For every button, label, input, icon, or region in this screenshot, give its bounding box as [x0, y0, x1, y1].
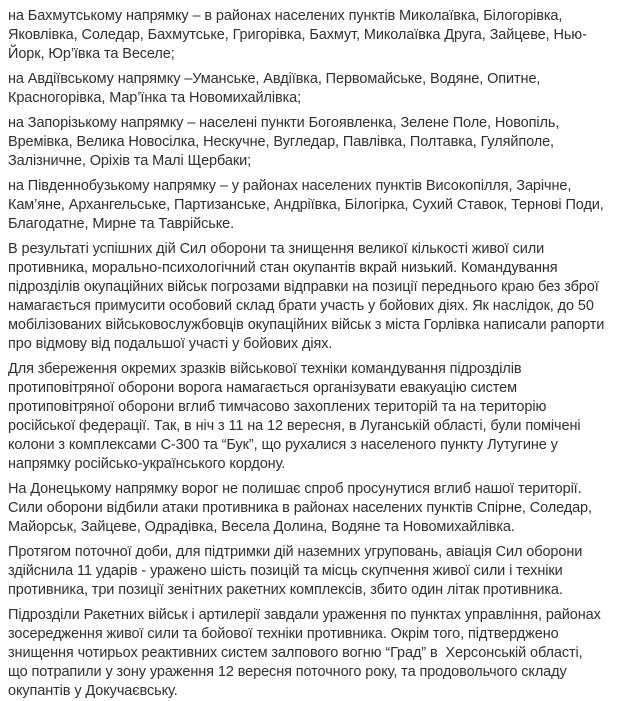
paragraph-pivdennobuzkyi-direction: на Південнобузькому напрямку – у районах населених пунктів Високопілля, Зарічне, Кам’яне, Архангельське, Партизанське, Андріївка, Білогірка, Сухий Ставок, Тернові Поди, Благодатне, Мирне та Таврійське. [8, 178, 608, 232]
paragraph-bakhmut-direction: на Бахмутському напрямку – в районах населених пунктів Миколаївка, Білогорівка, Яковлівка, Соледар, Бахмутське, Григорівка, Бахмут, Миколаївка Друга, Зайцеве, Нью-Йорк, Юр’ївка та Веселе; [8, 8, 587, 62]
paragraph-donetsk-direction: На Донецькому напрямку ворог не полишає спроб просунутися вглиб нашої території. Сили оборони відбили атаки противника в районах населених пунктів Спірне, Соледар, Майорськ, Зайцеве, Одрадівка, Весела Долина, Водяне та Новомихайлівка. [8, 481, 596, 535]
paragraph-aviation-strikes: Протягом поточної доби, для підтримки дій наземних угруповань, авіація Сил оборони здійснила 11 ударів - уражено шість позицій та місць скупчення живої сили і техніки противника, три позиції зенітних ракетних комплексів, збито один літак противника. [8, 544, 587, 598]
paragraph-avdiivka-direction: на Авдіївському напрямку –Уманське, Авдіївка, Первомайське, Водяне, Опитне, Красногорівка, Мар’їнка та Новомихайлівка; [8, 71, 545, 106]
paragraph-zaporizhzhia-direction: на Запорізькому напрямку – населені пункти Богоявленка, Зелене Поле, Новопіль, Времівка, Велика Новосілка, Нескучне, Вугледар, Павлівка, Полтавка, Гуляйполе, Залізничне, Оріхів та Малі Щербаки; [8, 115, 564, 169]
paragraph-enemy-morale: В результаті успішних дій Сил оборони та знищення великої кількості живої сили противника, морально-психологічний стан окупантів вкрай низький. Командування підрозділів окупаційних військ погрозами відправки на позиції переднього краю без зброї намагається примусити особовий склад брати участь у бойових діях. Як наслідок, до 50 мобілізованих військовослужбовців окупаційних військ з міста Горлівка написали рапорти про відмову від подальшої участі у бойових діях. [8, 241, 609, 352]
paragraph-rocket-artillery-strikes: Підрозділи Ракетних військ і артилерії завдали ураження по пунктах управління, районах зосередження живої сили та бойової техніки противника. Окрім того, підтверджено знищення чотирьох реактивних систем залпового вогню “Град” в Херсонській області, що потрапили у зону ураження 12 вересня поточного року, та продовольчого складу окупантів у Докучаєвську. [8, 607, 605, 699]
paragraph-air-defense-evacuation: Для збереження окремих зразків військової техніки командування підрозділів протиповітряної оборони ворога намагається організувати евакуацію систем протиповітряної оборони вглиб тимчасово захоплених територій та на територію російської федерації. Так, в ніч з 11 на 12 вересня, в Луганській області, були помічені колони з комплексами С-300 та “Бук”, що рухалися з населеного пункту Лутугине у напрямку російсько-українського кордону. [8, 361, 585, 472]
